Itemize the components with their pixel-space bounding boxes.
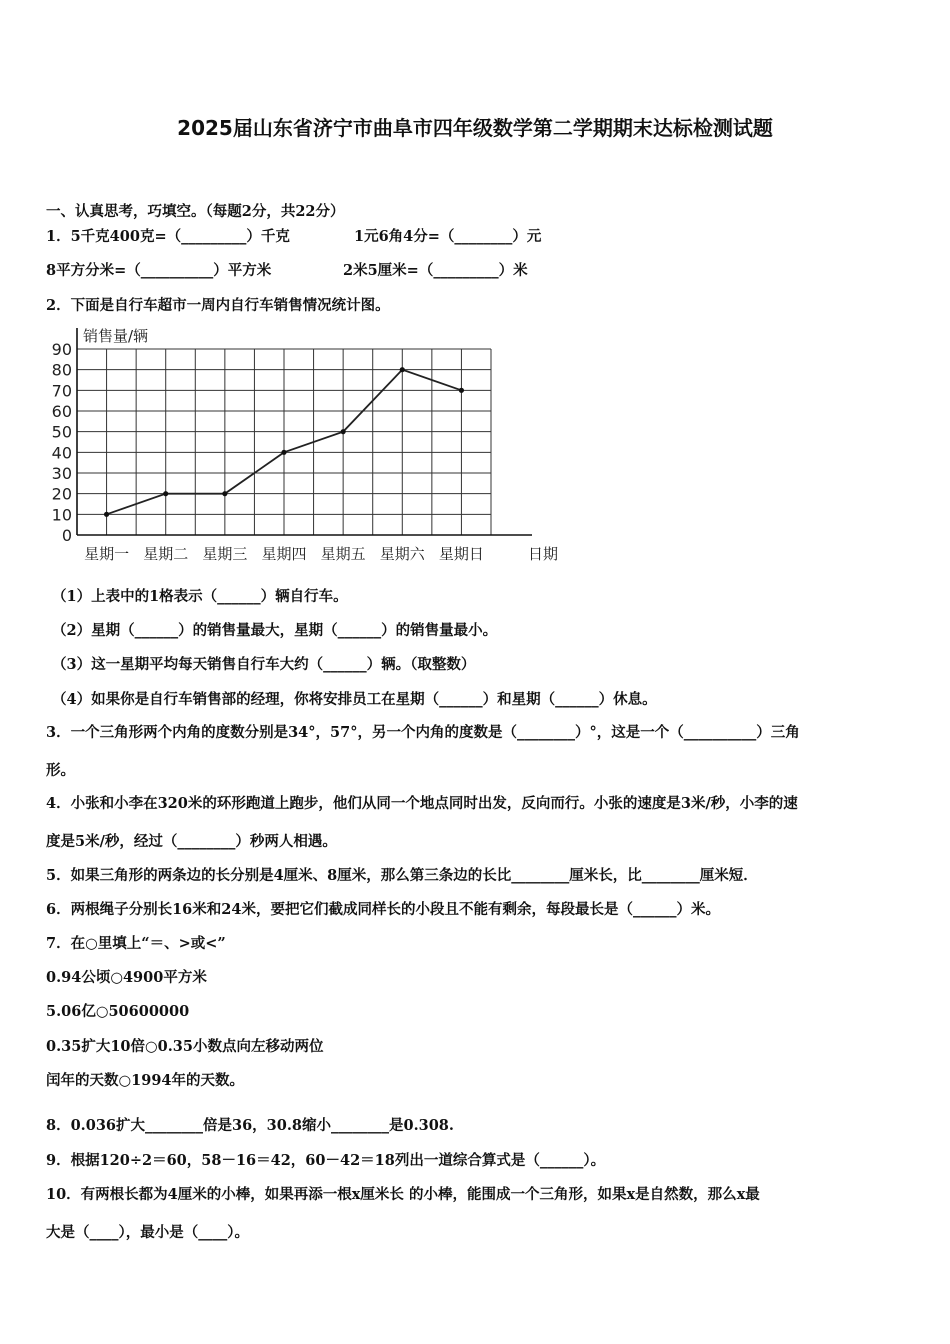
x-tick-label: 星期四 [261,545,307,563]
y-tick-label: 90 [51,340,72,359]
y-tick-label: 70 [51,381,72,401]
q7-item-2: 5.06亿○50600000 [46,1003,190,1020]
q3-line-1: 3．一个三角形两个内角的度数分别是34°，57°，另一个内角的度数是（________）°，这是一个（__________）三角 [46,724,800,741]
q7-item-3: 0.35扩大10倍○0.35小数点向左移动两位 [46,1038,324,1055]
y-tick-label: 10 [51,505,72,525]
q7-text: 7．在○里填上“＝、>或<” [46,935,226,952]
chart-y-label: 销售量/辆 [83,327,149,345]
x-tick-label: 星期二 [143,545,189,563]
q5-text: 5．如果三角形的两条边的长分别是4厘米、8厘米，那么第三条边的长比________厘米长，比________厘米短． [46,867,758,884]
chart-y-ticks [52,340,72,545]
q10-line-2: 大是（____），最小是（____）。 [46,1224,249,1241]
chart-x-ticks [84,545,484,563]
x-tick-label: 星期三 [202,545,248,563]
q2-sub-3: （3）这一星期平均每天销售自行车大约（______）辆。（取整数） [52,656,476,673]
y-tick-label: 0 [61,526,72,545]
q7-item-4: 闰年的天数○1994年的天数。 [46,1072,245,1089]
q1-part-a: 1．5千克400克=（_________）千克 [46,228,290,245]
q2-sub-1: （1）上表中的1格表示（______）辆自行车。 [52,588,348,605]
data-point [281,450,286,455]
y-tick-label: 30 [51,464,72,483]
y-tick-label: 50 [51,422,72,442]
q7-item-1: 0.94公顷○4900平方米 [46,969,207,986]
data-point [341,429,346,434]
y-tick-label: 40 [51,443,72,463]
data-point [400,367,405,372]
y-tick-label: 60 [51,402,72,421]
q2-sub-4: （4）如果你是自行车销售部的经理，你将安排员工在星期（______）和星期（______）休息。 [52,691,657,708]
x-tick-label: 星期日 [438,545,484,563]
data-point [163,491,168,496]
section-heading: 一、认真思考，巧填空。（每题2分，共22分） [46,203,345,220]
q4-line-2: 度是5米/秒，经过（________）秒两人相遇。 [46,833,337,850]
x-tick-label: 星期五 [320,545,366,563]
y-tick-label: 80 [51,360,72,380]
page-title: 2025届山东省济宁市曲阜市四年级数学第二学期期末达标检测试题 [177,116,773,140]
q1-part-d: 2米5厘米=（_________）米 [343,262,528,279]
x-tick-label: 星期六 [379,545,425,563]
y-tick-label: 20 [51,484,72,504]
q4-line-1: 4．小张和小李在320米的环形跑道上跑步，他们从同一个地点同时出发，反向而行。小张的速度是3米/秒，小李的速 [46,795,798,812]
data-point [459,388,464,393]
chart-x-label: 日期 [528,545,559,563]
q2-sub-2: （2）星期（______）的销售量最大，星期（______）的销售量最小。 [52,622,498,639]
q8-text: 8．0.036扩大________倍是36，30.8缩小________是0.308. [46,1117,454,1134]
x-tick-label: 星期一 [84,545,130,563]
q1-part-c: 8平方分米=（__________）平方米 [46,262,272,279]
q1-part-b: 1元6角4分=（________）元 [354,228,542,245]
q2-text: 2．下面是自行车超市一周内自行车销售情况统计图。 [46,297,390,314]
q9-text: 9．根据120÷2＝60，58－16＝42，60－42＝18列出一道综合算式是（______）。 [46,1152,606,1169]
data-point [104,512,109,517]
q10-line-1: 10．有两根长都为4厘米的小棒，如果再添一根x厘米长 的小棒，能围成一个三角形，如果x是自然数，那么x最 [46,1186,760,1203]
q6-text: 6．两根绳子分别长16米和24米，要把它们截成同样长的小段且不能有剩余，每段最长是（______）米。 [46,901,720,918]
sales-line-chart [44,324,574,564]
data-point [222,491,227,496]
q3-line-2: 形。 [46,762,75,779]
chart-grid [77,349,491,535]
